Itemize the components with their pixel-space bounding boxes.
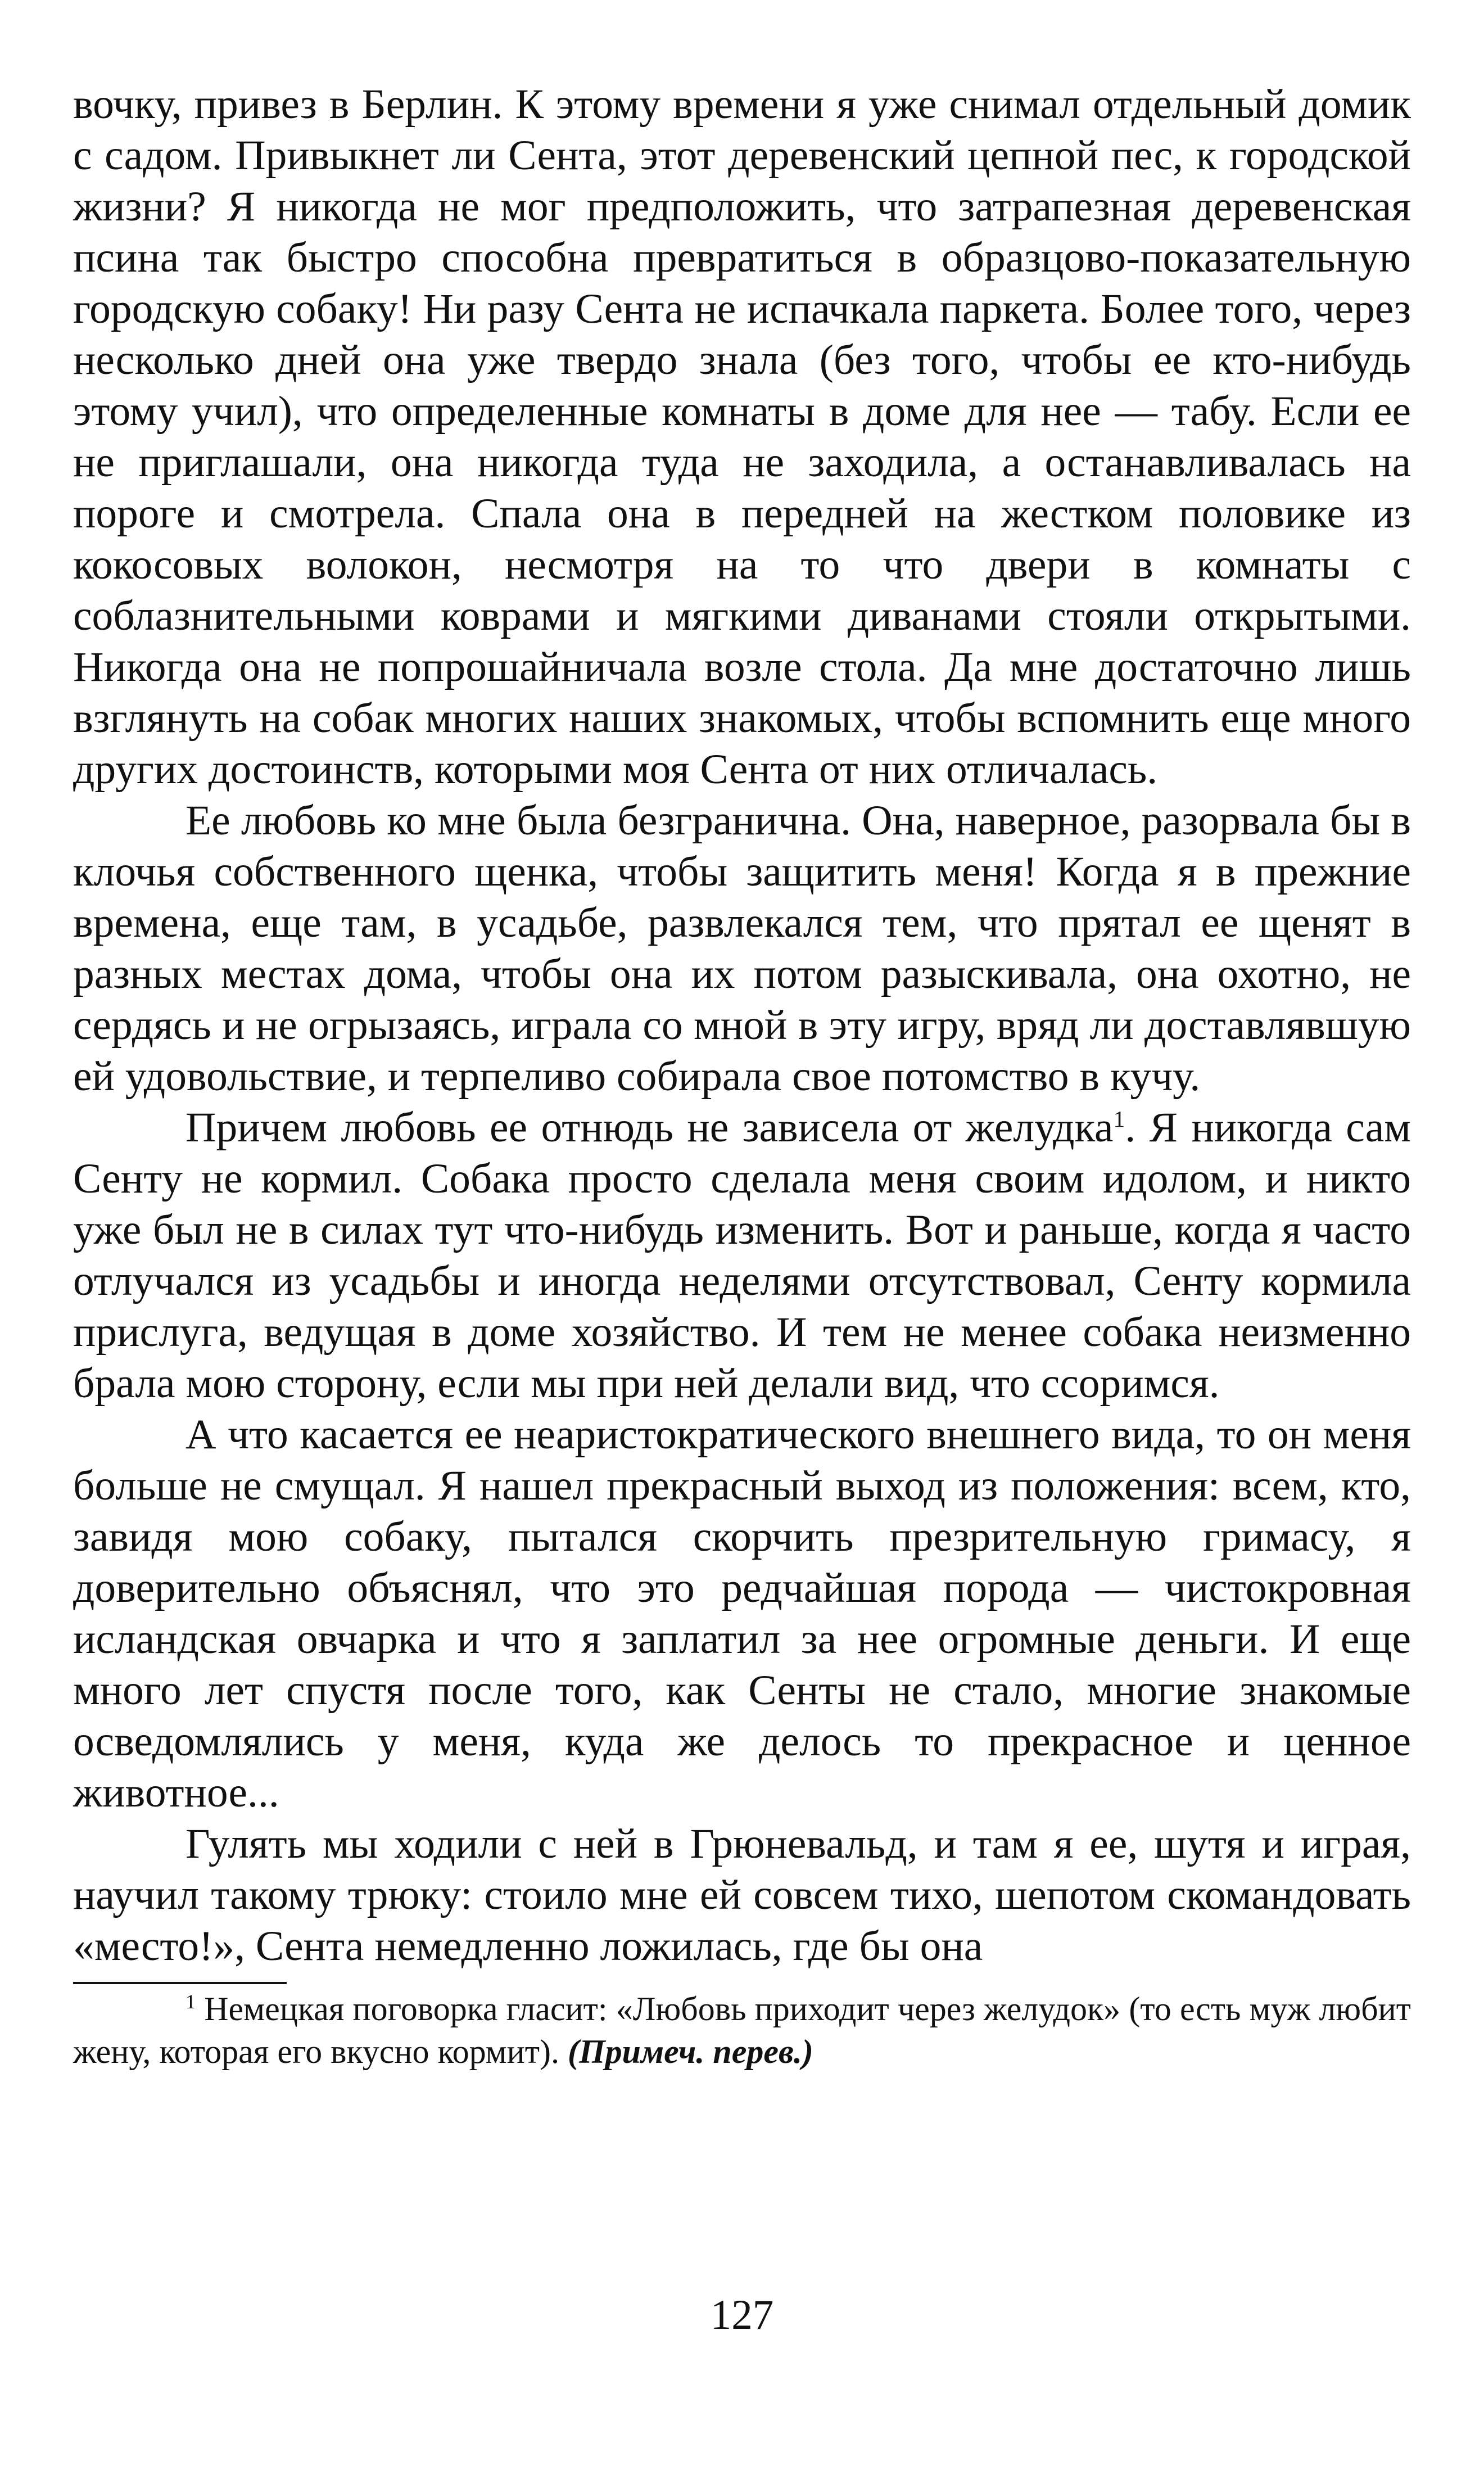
paragraph-3-text-after: . Я никогда сам Сенту не кормил. Собака просто сделала меня своим идолом, и никто уже был не в силах тут что-нибудь изменить. Вот и раньше, когда я часто отлучался из усадьбы и иногда неделями отсутствовал, Сенту кормила прислуга, ведущая в доме хозяйство. И тем не менее собака неизменно брала мою сторону, если мы при ней делали вид, что ссоримся. xyxy=(73,1104,1411,1407)
page-number: 127 xyxy=(710,2292,774,2338)
footnote-reference: 1 xyxy=(1113,1105,1125,1132)
paragraph-2: Ее любовь ко мне была безгранична. Она, наверное, разорвала бы в клочья собственного щенка, чтобы защитить меня! Когда я в прежние времена, еще там, в усадьбе, развлекался тем, что прятал ее щенят в разных местах дома, чтобы она их потом разыскивала, она охотно, не сердясь и не огрызаясь, играла со мной в эту игру, вряд ли доставлявшую ей удовольствие, и терпеливо собирала свое потомство в кучу. xyxy=(73,797,1411,1100)
footnote-text: Немецкая поговорка гласит: «Любовь приходит через желудок» (то есть муж любит жену, которая его вкусно кормит). xyxy=(73,1990,1411,2070)
paragraph-3-text-before: Причем любовь ее отнюдь не зависела от желудка xyxy=(186,1104,1114,1151)
footnote-translator-note: (Примеч. перев.) xyxy=(567,2033,813,2070)
paragraph-5: Гулять мы ходили с ней в Грюневальд, и там я ее, шутя и играя, научил такому трюку: стоило мне ей совсем тихо, шепотом скомандовать «место!», Сента немедленно ложилась, где бы она xyxy=(73,1821,1411,1970)
footnote-marker: 1 xyxy=(186,1990,196,2013)
main-text xyxy=(73,79,1411,1972)
footnote xyxy=(73,1988,1411,2073)
paragraph-4: А что касается ее неаристократического внешнего вида, то он меня больше не смущал. Я нашел прекрасный выход из положения: всем, кто, завидя мою собаку, пытался скорчить презрительную гримасу, я доверительно объяснял, что это редчайшая порода — чистокровная исландская овчарка и что я заплатил за нее огромные деньги. И еще много лет спустя после того, как Сенты не стало, многие знакомые осведомлялись у меня, куда же делось то прекрасное и ценное животное... xyxy=(73,1411,1411,1816)
book-page xyxy=(73,79,1411,2073)
footnote-divider xyxy=(73,1982,287,1984)
paragraph-3 xyxy=(73,1102,1411,1409)
paragraph-1: вочку, привез в Берлин. К этому времени я уже снимал отдельный домик с садом. Привыкнет ли Сента, этот деревенский цепной пес, к городской жизни? Я никогда не мог предположить, что затрапезная деревенская псина так быстро способна превратиться в образцово-показательную городскую собаку! Ни разу Сента не испачкала паркета. Более того, через несколько дней она уже твердо знала (без того, чтобы ее кто-нибудь этому учил), что определенные комнаты в доме для нее — табу. Если ее не приглашали, она никогда туда не заходила, а останавливалась на пороге и смотрела. Спала она в передней на жестком половике из кокосовых волокон, несмотря на то что двери в комнаты с соблазнительными коврами и мягкими диванами стояли открытыми. Никогда она не попрошайничала возле стола. Да мне достаточно лишь взглянуть на собак многих наших знакомых, чтобы вспомнить еще много других достоинств, которыми моя Сента от них отличалась. xyxy=(73,81,1411,793)
